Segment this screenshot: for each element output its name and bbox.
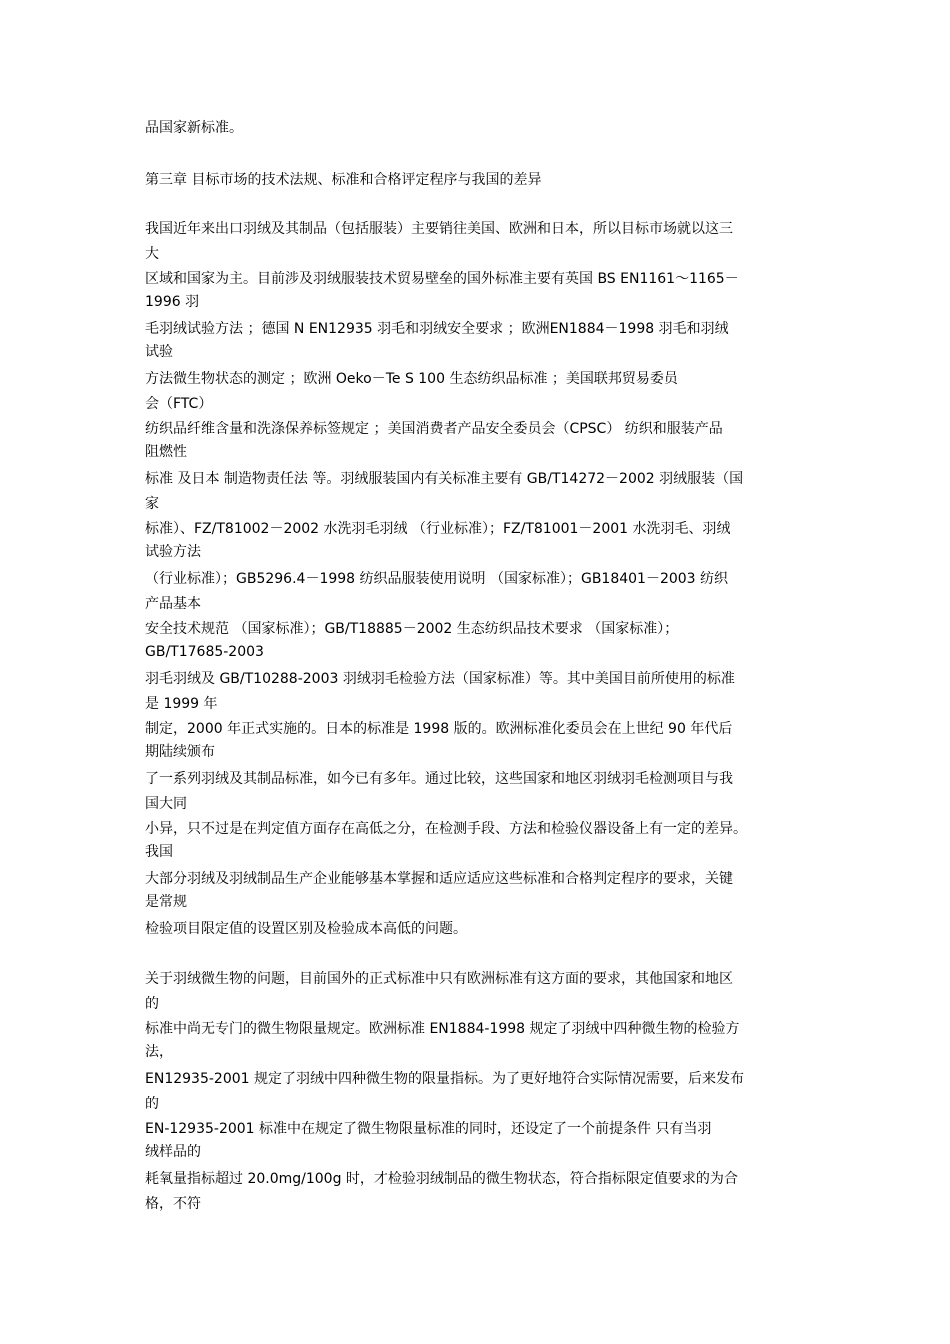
text-line: 是常规 <box>145 894 187 910</box>
text-line: 了一系列羽绒及其制品标准，如今已有多年。通过比较，这些国家和地区羽绒羽毛检测项目与我 <box>145 771 733 787</box>
text-line: 的 <box>145 996 159 1012</box>
text-line: （行业标准）；GB5296.4－1998 纺织品服装使用说明 （国家标准）；GB18401－2003 纺织 <box>145 571 729 587</box>
text-line: 阻燃性 <box>145 444 187 460</box>
text-line: 会（FTC） <box>145 396 213 412</box>
text-line: 标准中尚无专门的微生物限量规定。欧洲标准 EN1884-1998 规定了羽绒中四种微生物的检验方 <box>145 1021 740 1037</box>
text-line: 大 <box>145 246 159 262</box>
text-line: 我国 <box>145 844 173 860</box>
text-line: 区域和国家为主。目前涉及羽绒服装技术贸易壁垒的国外标准主要有英国 BS EN1161～1165－ <box>145 271 739 287</box>
text-line: 大部分羽绒及羽绒制品生产企业能够基本掌握和适应适应这些标准和合格判定程序的要求，关键 <box>145 871 733 887</box>
text-line: 产品基本 <box>145 596 201 612</box>
text-line: 品国家新标准。 <box>145 120 243 136</box>
text-line: EN12935-2001 规定了羽绒中四种微生物的限量指标。为了更好地符合实际情况需要，后来发布 <box>145 1071 744 1087</box>
text-line: 我国近年来出口羽绒及其制品（包括服装）主要销往美国、欧洲和日本，所以目标市场就以这三 <box>145 221 733 237</box>
chapter-heading: 第三章 目标市场的技术法规、标准和合格评定程序与我国的差异 <box>145 172 542 188</box>
text-line: 羽毛羽绒及 GB/T10288-2003 羽绒羽毛检验方法（国家标准）等。其中美国目前所使用的标准 <box>145 671 735 687</box>
text-line: 纺织品纤维含量和洗涤保养标签规定 ；美国消费者产品安全委员会（CPSC） 纺织和服装产品 <box>145 421 723 437</box>
text-line: 的 <box>145 1096 159 1112</box>
text-line: 试验方法 <box>145 544 201 560</box>
text-line: 毛羽绒试验方法 ；德国 N EN12935 羽毛和羽绒安全要求 ；欧洲EN1884－1998 羽毛和羽绒 <box>145 321 729 337</box>
text-line: 标准 及日本 制造物责任法 等。羽绒服装国内有关标准主要有 GB/T14272－2002 羽绒服装（国 <box>145 471 744 487</box>
text-line: 方法微生物状态的测定 ；欧洲 Oeko－Te S 100 生态纺织品标准 ；美国联邦贸易委员 <box>145 371 678 387</box>
text-line: 检验项目限定值的设置区别及检验成本高低的问题。 <box>145 921 467 937</box>
text-line: 1996 羽 <box>145 294 200 310</box>
text-line: EN-12935-2001 标准中在规定了微生物限量标准的同时，还设定了一个前提条件 只有当羽 <box>145 1121 712 1137</box>
text-line: 小异，只不过是在判定值方面存在高低之分，在检测手段、方法和检验仪器设备上有一定的差异。 <box>145 821 747 837</box>
text-line: 制定，2000 年正式实施的。日本的标准是 1998 版的。欧洲标准化委员会在上世纪 90 年代后 <box>145 721 733 737</box>
text-line: 关于羽绒微生物的问题，目前国外的正式标准中只有欧洲标准有这方面的要求，其他国家和地区 <box>145 971 733 987</box>
text-line: 家 <box>145 496 159 512</box>
text-line: 是 1999 年 <box>145 696 218 712</box>
text-line: 格，不符 <box>145 1196 201 1212</box>
text-line: 耗氧量指标超过 20.0mg/100g 时，才检验羽绒制品的微生物状态，符合指标限定值要求的为合 <box>145 1171 738 1187</box>
text-line: 国大同 <box>145 796 187 812</box>
text-line: 试验 <box>145 344 173 360</box>
text-line: 法， <box>145 1044 173 1060</box>
text-line: 绒样品的 <box>145 1144 201 1160</box>
text-line: 标准）、FZ/T81002－2002 水洗羽毛羽绒 （行业标准）；FZ/T81001－2001 水洗羽毛、羽绒 <box>145 521 731 537</box>
text-line: GB/T17685-2003 <box>145 644 264 660</box>
text-line: 期陆续颁布 <box>145 744 215 760</box>
text-line: 安全技术规范 （国家标准）；GB/T18885－2002 生态纺织品技术要求 （国家标准）； <box>145 621 679 637</box>
